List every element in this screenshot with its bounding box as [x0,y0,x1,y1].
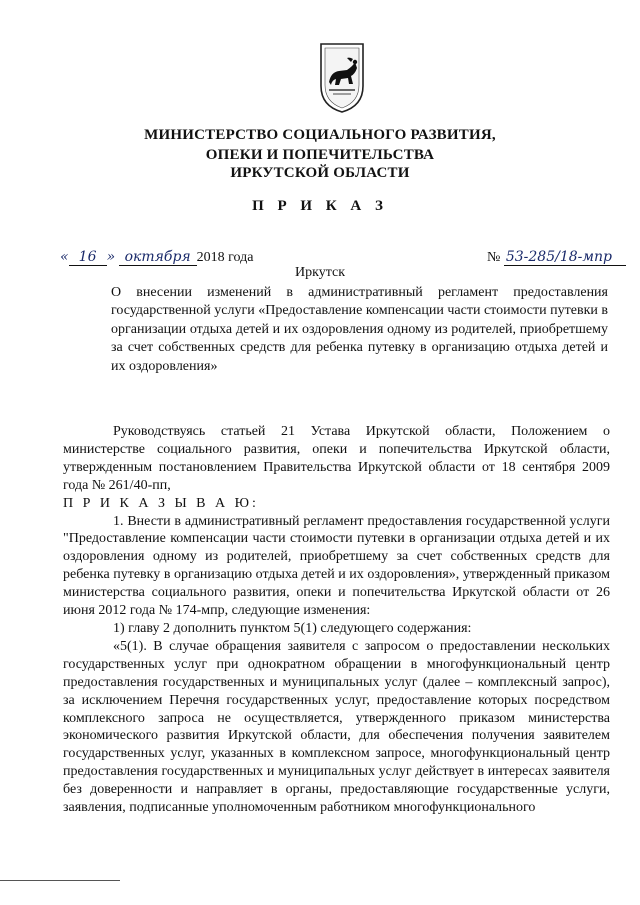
document-subject: О внесении изменений в административный регламент предоставления государственной услуги «Предоставление компенсации части стоимости путевки в организации отдыха детей и их оздоровления одному из родителей, приобретшему за счет собственных средств для ребенка путевку в организацию отдыха детей и их оздоровления» [111,285,608,374]
date-year: 2018 года [196,250,254,265]
number-value: 53-285/18-мпр [504,249,626,266]
document-city: Иркутск [294,265,346,280]
ministry-name-line1: МИНИСТЕРСТВО СОЦИАЛЬНОГО РАЗВИТИЯ, [144,127,496,143]
preamble-paragraph: Руководствуясь статьей 21 Устава Иркутской области, Положением о министерстве социального развития, опеки и попечительства Иркутской области, утвержденным постановлением Правительства Иркутской области от 18 сентября 2009 года № 261/40-пп, [63,424,610,493]
date-month: октября [119,249,197,266]
document-date [60,249,253,266]
document-type-title: П Р И К А З [252,198,388,214]
document-body [63,423,610,817]
order-word: П Р И К А З Ы В А Ю: [63,495,259,511]
item-1-1-paragraph: 1) главу 2 дополнить пунктом 5(1) следующего содержания: [113,620,472,636]
date-open-quote: « [60,249,69,265]
footer-divider [0,880,120,881]
item-5-1-paragraph: «5(1). В случае обращения заявителя с запросом о предоставлении нескольких государственных услуг при однократном обращении в многофункциональный центр предоставления государственных и муниципальных услуг (далее – комплексный запрос), за исключением Перечня государственных услуг, предоставление которых посредством комплексного запроса не осуществляется, утвержденного приказом министерства экономического развития Иркутской области, для обеспечения получения заявителем государственных услуг, указанных в комплексном запросе, многофункциональный центр предоставления государственных и муниципальных услуг действует в интересах заявителя без доверенности и направляет в органы, предоставляющие государственные услуги, заявления, подписанные уполномоченным работником многофункционального [63,638,610,816]
document-number [487,249,626,266]
ministry-name-line3: ИРКУТСКОЙ ОБЛАСТИ [230,165,410,181]
date-close-quote: » [106,249,116,265]
number-prefix: № [487,250,501,265]
irkutsk-coat-of-arms-icon [303,38,381,116]
item-1-paragraph: 1. Внести в административный регламент предоставления государственной услуги "Предоставление компенсации части стоимости путевки в организации отдыха детей и их оздоровления одному из родителей, приобретшему за счет собственных средств для ребенка путевку в организацию отдыха детей и их оздоровления», утвержденный приказом министерства социального развития, опеки и попечительства Иркутской области от 26 июня 2012 года № 174-мпр, следующие изменения: [63,513,610,619]
ministry-name-line2: ОПЕКИ И ПОПЕЧИТЕЛЬСТВА [205,147,435,163]
date-day: 16 [69,249,107,266]
